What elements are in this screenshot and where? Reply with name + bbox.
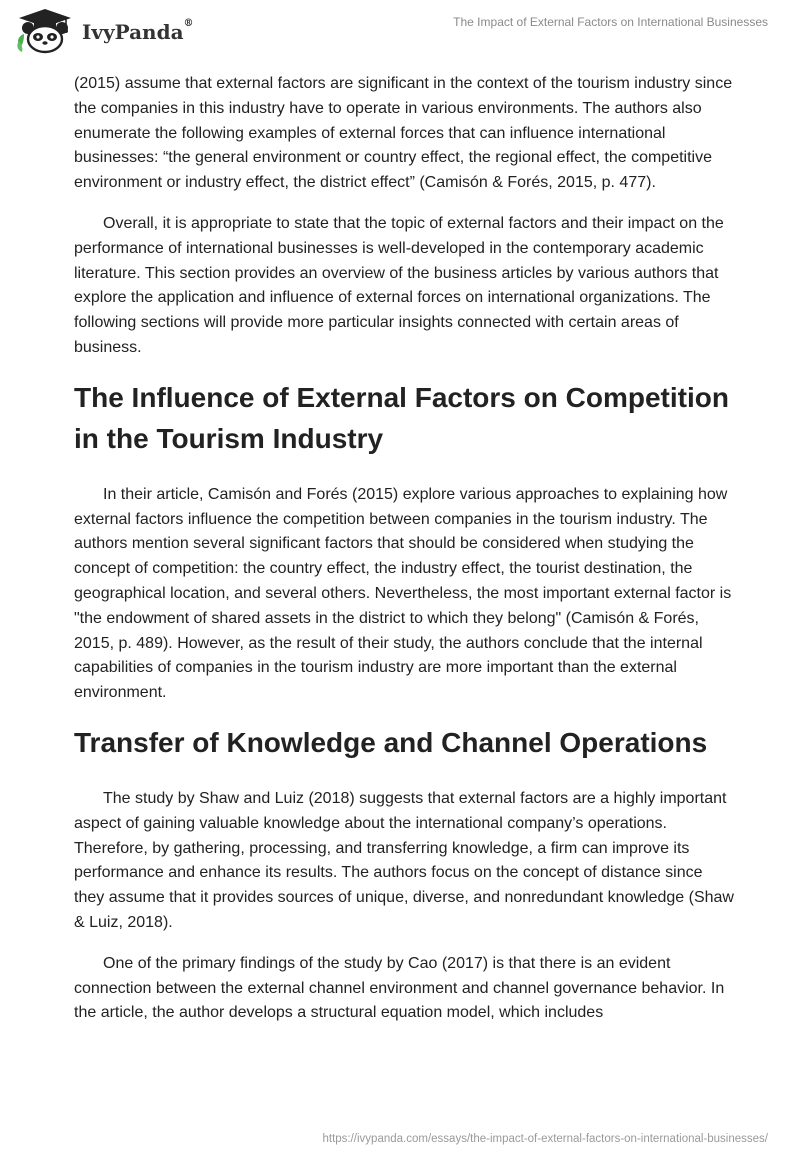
brand-name: IvyPanda® <box>82 18 194 44</box>
panda-graduate-icon <box>14 8 76 54</box>
paragraph: In their article, Camisón and Forés (2015) explore various approaches to explaining how external factors influence the competition between companies in the tourism industry. The authors mention several significant factors that should be considered when studying the concept of competition: the country effect, the industry effect, the tourist destination, the geographical location, and several others. Nevertheless, the most important external factor is "the endowment of shared assets in the district to which they belong" (Camisón & Forés, 2015, p. 489). However, as the result of their study, the authors conclude that the internal capabilities of companies in the tourism industry are more important than the external environment. <box>74 485 732 702</box>
ivypanda-logo[interactable] <box>14 8 194 54</box>
page-header <box>0 0 800 66</box>
source-url-link[interactable]: https://ivypanda.com/essays/the-impact-of-external-factors-on-international-businesses/ <box>322 1133 768 1145</box>
paragraph: Overall, it is appropriate to state that the topic of external factors and their impact on the performance of international businesses is well-developed in the contemporary academic literature. This section provides an overview of the business articles by various authors that explore the application and influence of external forces on international organizations. The following sections will provide more particular insights connected with certain areas of business. <box>74 214 724 356</box>
paragraph: The study by Shaw and Luiz (2018) suggests that external factors are a highly important aspect of gaining valuable knowledge about the international company’s operations. Therefore, by gathering, processing, and transferring knowledge, a firm can improve its performance and enhance its results. The authors focus on the concept of distance since they assume that it provides sources of unique, diverse, and nonredundant knowledge (Shaw & Luiz, 2018). <box>74 789 734 931</box>
paragraph: (2015) assume that external factors are significant in the context of the tourism industry since the companies in this industry have to operate in various environments. The authors also enumerate the following examples of external forces that can influence international businesses: “the general environment or country effect, the regional effect, the competitive environment or industry effect, the district effect” (Camisón & Forés, 2015, p. 477). <box>74 75 733 192</box>
section-heading: The Influence of External Factors on Competition in the Tourism Industry <box>74 381 729 454</box>
paragraph: One of the primary findings of the study by Cao (2017) is that there is an evident connection between the external channel environment and channel governance behavior. In the article, the author develops a structural equation model, which includes <box>74 954 725 1022</box>
essay-body <box>74 72 734 1042</box>
document-title: The Impact of External Factors on International Businesses <box>453 15 768 29</box>
section-heading: Transfer of Knowledge and Channel Operations <box>74 726 708 758</box>
